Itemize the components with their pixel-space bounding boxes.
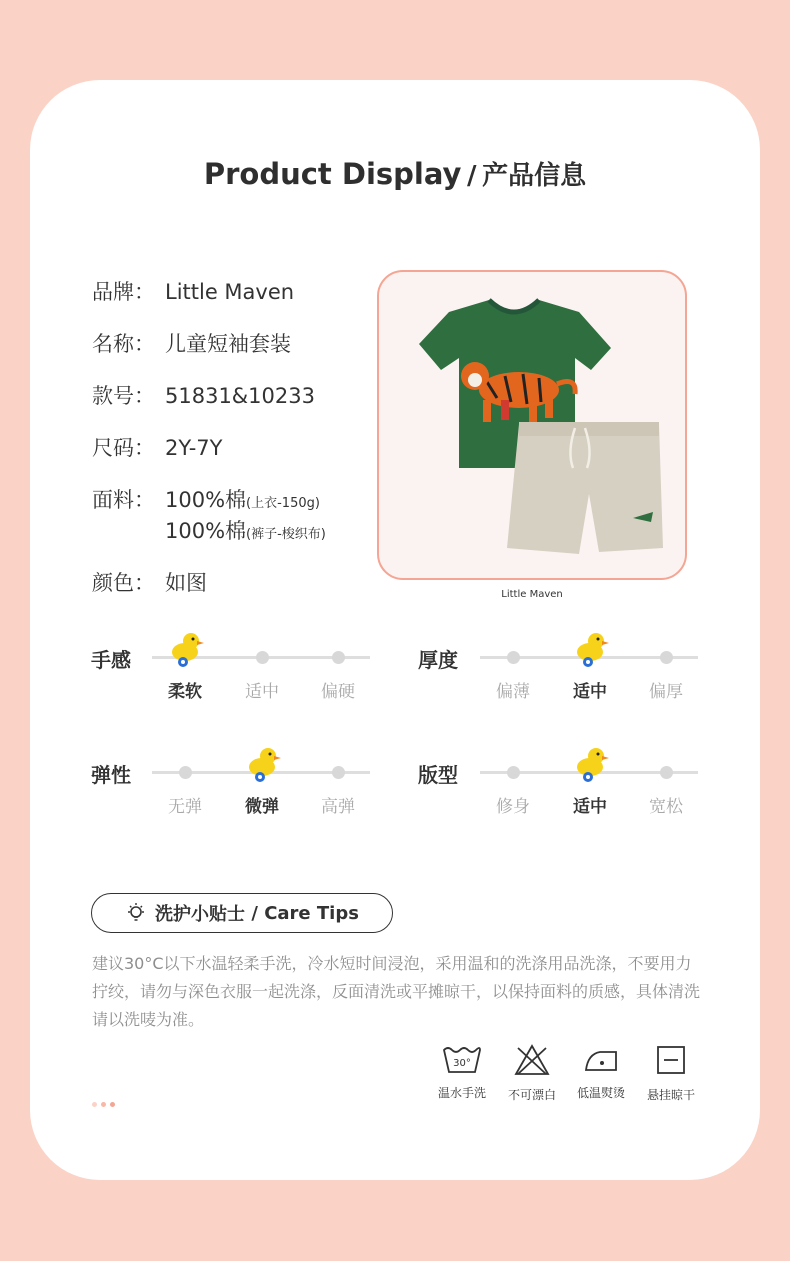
care-hand-wash: 30° 温水手洗 bbox=[427, 1044, 497, 1101]
duck-marker-icon bbox=[574, 630, 610, 668]
rating-option: 高弹 bbox=[321, 797, 355, 817]
rating-dot bbox=[332, 766, 345, 779]
rating-option: 适中 bbox=[245, 682, 279, 702]
rating-label-fit: 版型 bbox=[418, 763, 458, 787]
pager-dot bbox=[92, 1102, 97, 1107]
hand-wash-30-icon bbox=[442, 1044, 482, 1074]
spec-brand: 品牌： Little Maven bbox=[92, 280, 295, 304]
hang-dry-icon bbox=[655, 1044, 687, 1076]
care-no-bleach: 不可漂白 bbox=[497, 1044, 567, 1103]
rating-label-feel: 手感 bbox=[91, 648, 131, 672]
care-low-iron: 低温熨烫 bbox=[566, 1044, 636, 1101]
care-hang-dry: 悬挂晾干 bbox=[636, 1044, 706, 1103]
pager-dots bbox=[92, 1092, 119, 1111]
rating-option: 无弹 bbox=[168, 797, 202, 817]
photo-caption: Little Maven bbox=[501, 589, 563, 600]
rating-label-elasticity: 弹性 bbox=[91, 763, 131, 787]
rating-option: 偏硬 bbox=[321, 682, 355, 702]
rating-dot bbox=[660, 651, 673, 664]
no-bleach-icon bbox=[514, 1044, 550, 1076]
duck-marker-icon bbox=[246, 745, 282, 783]
care-tips-text: 建议30°C以下水温轻柔手洗，冷水短时间浸泡，采用温和的洗涤用品洗涤，不要用力拧绞，请勿与深色衣服一起洗涤，反面清洗或平摊晾干，以保持面料的质感，具体清洗请以洗唛为准。 bbox=[92, 954, 701, 1029]
title-en: Product Display bbox=[203, 157, 462, 191]
rating-option: 适中 bbox=[573, 797, 607, 817]
title-cn: 产品信息 bbox=[482, 161, 587, 191]
spec-name: 名称： 儿童短袖套装 bbox=[92, 332, 291, 356]
rating-option: 宽松 bbox=[649, 797, 683, 817]
spec-size: 尺码： 2Y-7Y bbox=[92, 436, 223, 460]
spec-color: 颜色： 如图 bbox=[92, 571, 207, 595]
product-illustration bbox=[379, 272, 685, 578]
lightbulb-icon bbox=[125, 902, 147, 924]
rating-option: 偏薄 bbox=[496, 682, 530, 702]
spec-style-no: 款号： 51831&10233 bbox=[92, 384, 315, 408]
page-title bbox=[0, 155, 790, 192]
rating-option: 偏厚 bbox=[649, 682, 683, 702]
rating-option: 柔软 bbox=[168, 682, 202, 702]
rating-dot bbox=[507, 651, 520, 664]
duck-marker-icon bbox=[574, 745, 610, 783]
rating-option: 适中 bbox=[573, 682, 607, 702]
svg-text:30°: 30° bbox=[453, 1058, 471, 1069]
pager-dot bbox=[101, 1102, 106, 1107]
care-tips-pill: 洗护小贴士 / Care Tips bbox=[91, 893, 393, 933]
rating-dot bbox=[256, 651, 269, 664]
rating-option: 修身 bbox=[496, 797, 530, 817]
rating-option: 微弹 bbox=[245, 797, 279, 817]
rating-dot bbox=[660, 766, 673, 779]
rating-dot bbox=[507, 766, 520, 779]
spec-material: 面料： 100%棉(上衣-150g) bbox=[92, 488, 320, 512]
low-iron-icon bbox=[582, 1044, 620, 1074]
duck-marker-icon bbox=[169, 630, 205, 668]
rating-label-thickness: 厚度 bbox=[418, 648, 458, 672]
pager-dot bbox=[110, 1102, 115, 1107]
rating-dot bbox=[332, 651, 345, 664]
product-photo bbox=[377, 270, 687, 580]
spec-material-2: 100%棉(裤子-梭织布) bbox=[165, 519, 326, 543]
rating-dot bbox=[179, 766, 192, 779]
title-separator: / bbox=[467, 161, 477, 191]
